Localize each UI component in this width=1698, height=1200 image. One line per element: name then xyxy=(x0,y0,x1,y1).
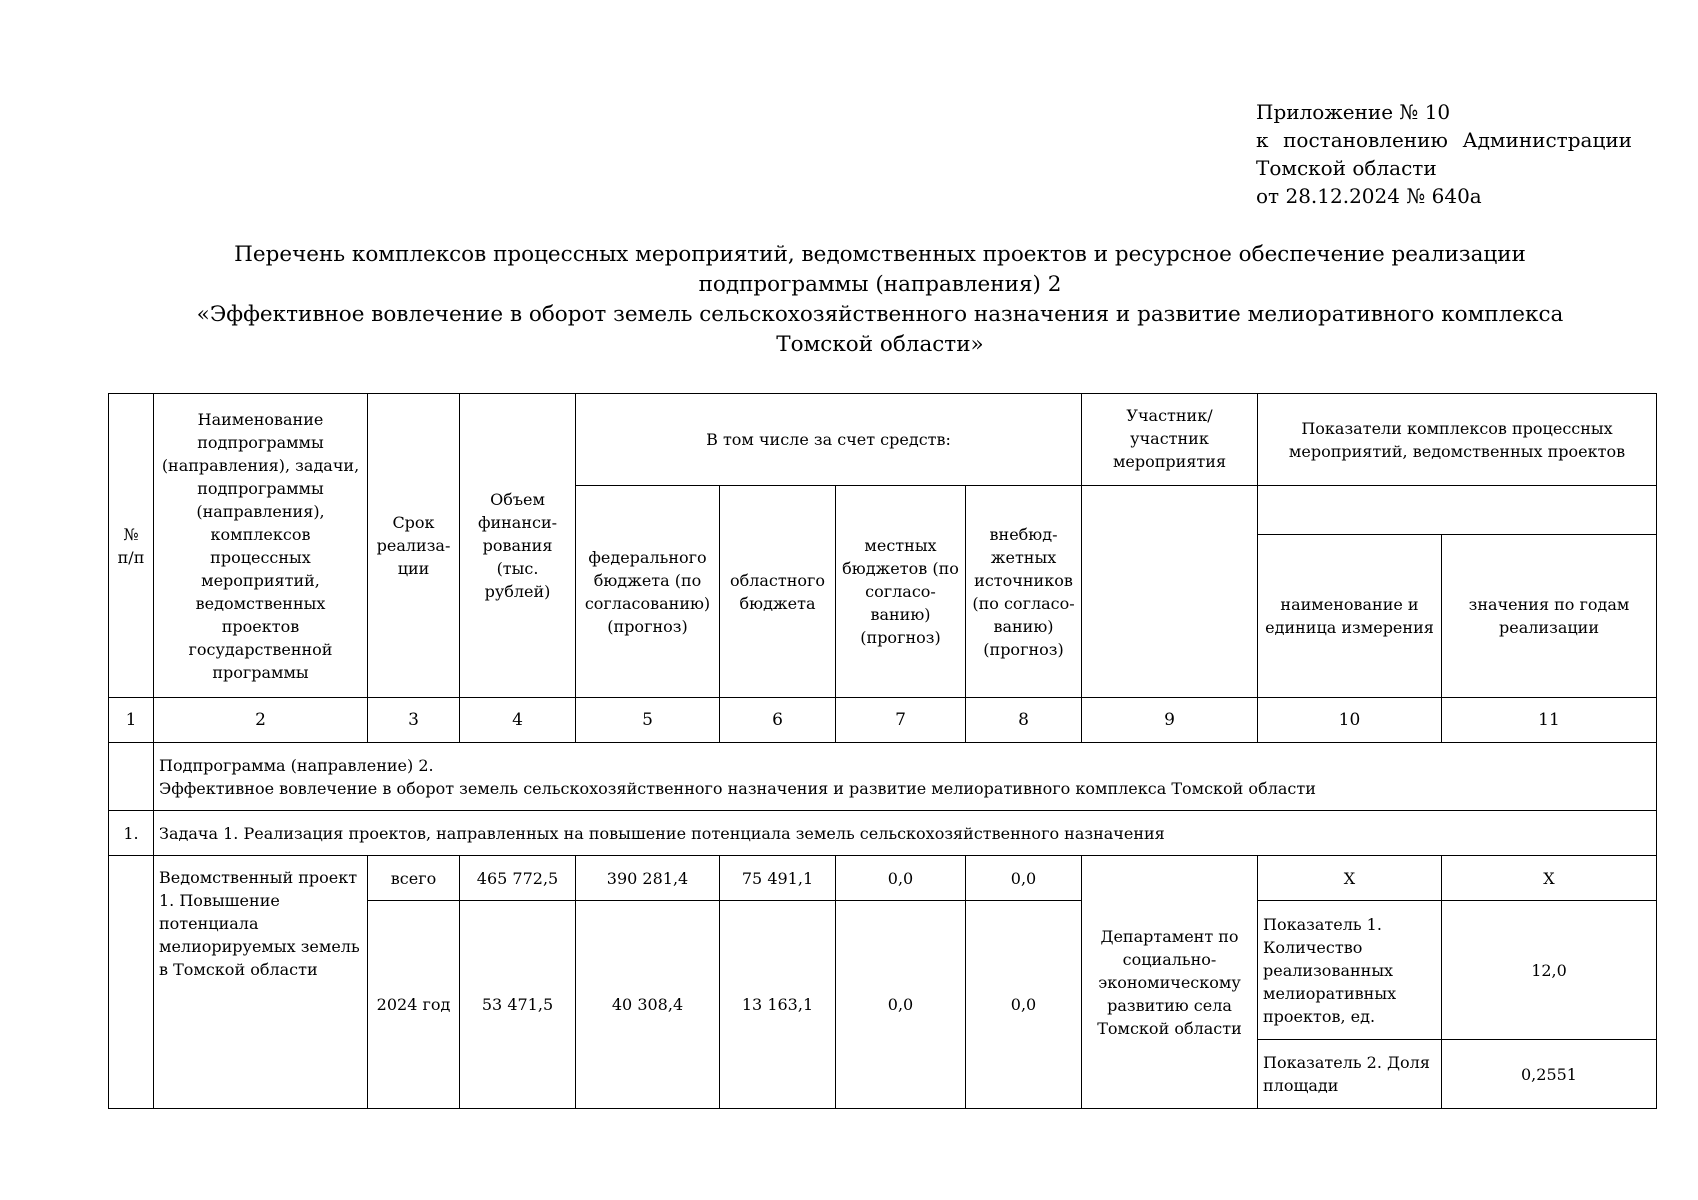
indicator-name: Показатель 1. Количество реализованных мелиоративных проектов, ед. xyxy=(1258,901,1442,1040)
column-number: 8 xyxy=(966,698,1082,743)
column-number: 7 xyxy=(836,698,966,743)
appendix-line-1: Приложение № 10 xyxy=(1256,100,1451,124)
project-local: 0,0 xyxy=(836,856,966,901)
subprogram-cell xyxy=(154,743,1657,811)
column-number: 3 xyxy=(368,698,460,743)
title-line-1: Перечень комплексов процессных мероприятий, ведомственных проектов и ресурсное обеспечение реализации xyxy=(234,242,1526,267)
project-extrabudget: 0,0 xyxy=(966,901,1082,1109)
appendix-word: Администрации xyxy=(1462,128,1632,152)
column-number: 9 xyxy=(1082,698,1258,743)
column-number: 10 xyxy=(1258,698,1442,743)
project-federal: 390 281,4 xyxy=(576,856,720,901)
column-number-row xyxy=(109,698,1657,743)
project-volume: 53 471,5 xyxy=(460,901,576,1109)
column-number: 2 xyxy=(154,698,368,743)
task-row xyxy=(109,811,1657,856)
subprogram-num-empty xyxy=(109,743,154,811)
appendix-block xyxy=(1256,98,1632,210)
task-text: Задача 1. Реализация проектов, направленных на повышение потенциала земель сельскохозяйственного назначения xyxy=(154,811,1657,856)
project-total-row xyxy=(109,856,1657,901)
subprogram-row xyxy=(109,743,1657,811)
column-number: 6 xyxy=(720,698,836,743)
header-num: № п/п xyxy=(109,394,154,698)
header-including: В том числе за счет средств: xyxy=(576,394,1082,486)
column-number: 11 xyxy=(1442,698,1657,743)
appendix-line-4: от 28.12.2024 № 640а xyxy=(1256,184,1482,208)
project-num-empty xyxy=(109,856,154,1109)
project-participant: Департамент по социально-экономическому развитию села Томской области xyxy=(1082,856,1258,1109)
header-extrabudget: внебюд-жетных источников (по согласо-ванию) (прогноз) xyxy=(966,486,1082,698)
project-term: 2024 год xyxy=(368,901,460,1109)
header-participant: Участник/ участник мероприятия xyxy=(1082,394,1258,486)
column-number: 5 xyxy=(576,698,720,743)
project-extrabudget: 0,0 xyxy=(966,856,1082,901)
header-ind-values: значения по годам реализации xyxy=(1442,535,1657,698)
header-participant-empty xyxy=(1082,486,1258,698)
appendix-word: к xyxy=(1256,128,1269,152)
column-number: 1 xyxy=(109,698,154,743)
title-line-3: «Эффективное вовлечение в оборот земель сельскохозяйственного назначения и развитие мелиоративного комплекса xyxy=(196,302,1564,327)
project-regional: 13 163,1 xyxy=(720,901,836,1109)
project-term: всего xyxy=(368,856,460,901)
header-name: Наименование подпрограммы (направления), задачи, подпрограммы (направления), комплексов процессных мероприятий, ведомственных проектов государственной программы xyxy=(154,394,368,698)
project-regional: 75 491,1 xyxy=(720,856,836,901)
indicator-name: Показатель 2. Доля площади xyxy=(1258,1040,1442,1109)
indicator-value: 12,0 xyxy=(1442,901,1657,1040)
resource-table xyxy=(108,393,1657,1109)
header-indicators: Показатели комплексов процессных мероприятий, ведомственных проектов xyxy=(1258,394,1657,486)
header-regional: областного бюджета xyxy=(720,486,836,698)
header-indicators-empty xyxy=(1258,486,1657,535)
title-line-2: подпрограммы (направления) 2 xyxy=(698,272,1062,297)
task-num: 1. xyxy=(109,811,154,856)
appendix-line-2 xyxy=(1256,126,1632,154)
project-federal: 40 308,4 xyxy=(576,901,720,1109)
column-number: 4 xyxy=(460,698,576,743)
project-ind-name: Х xyxy=(1258,856,1442,901)
header-volume: Объем финанси-рования (тыс. рублей) xyxy=(460,394,576,698)
header-row-1 xyxy=(109,394,1657,486)
subprogram-line-2: Эффективное вовлечение в оборот земель сельскохозяйственного назначения и развитие мелиоративного комплекса Томской области xyxy=(159,778,1316,798)
subprogram-line-1: Подпрограмма (направление) 2. xyxy=(159,755,434,775)
project-name: Ведомственный проект 1. Повышение потенциала мелиорируемых земель в Томской области xyxy=(154,856,368,1109)
header-ind-name: наименование и единица измерения xyxy=(1258,535,1442,698)
indicator-value: 0,2551 xyxy=(1442,1040,1657,1109)
document-title xyxy=(120,240,1640,360)
header-federal: федерального бюджета (по согласованию) (прогноз) xyxy=(576,486,720,698)
project-ind-value: Х xyxy=(1442,856,1657,901)
appendix-word: постановлению xyxy=(1283,128,1448,152)
project-local: 0,0 xyxy=(836,901,966,1109)
title-line-4: Томской области» xyxy=(776,332,984,357)
appendix-line-3: Томской области xyxy=(1256,156,1437,180)
project-volume: 465 772,5 xyxy=(460,856,576,901)
header-term: Срок реализа-ции xyxy=(368,394,460,698)
header-local: местных бюджетов (по согласо-ванию) (прогноз) xyxy=(836,486,966,698)
